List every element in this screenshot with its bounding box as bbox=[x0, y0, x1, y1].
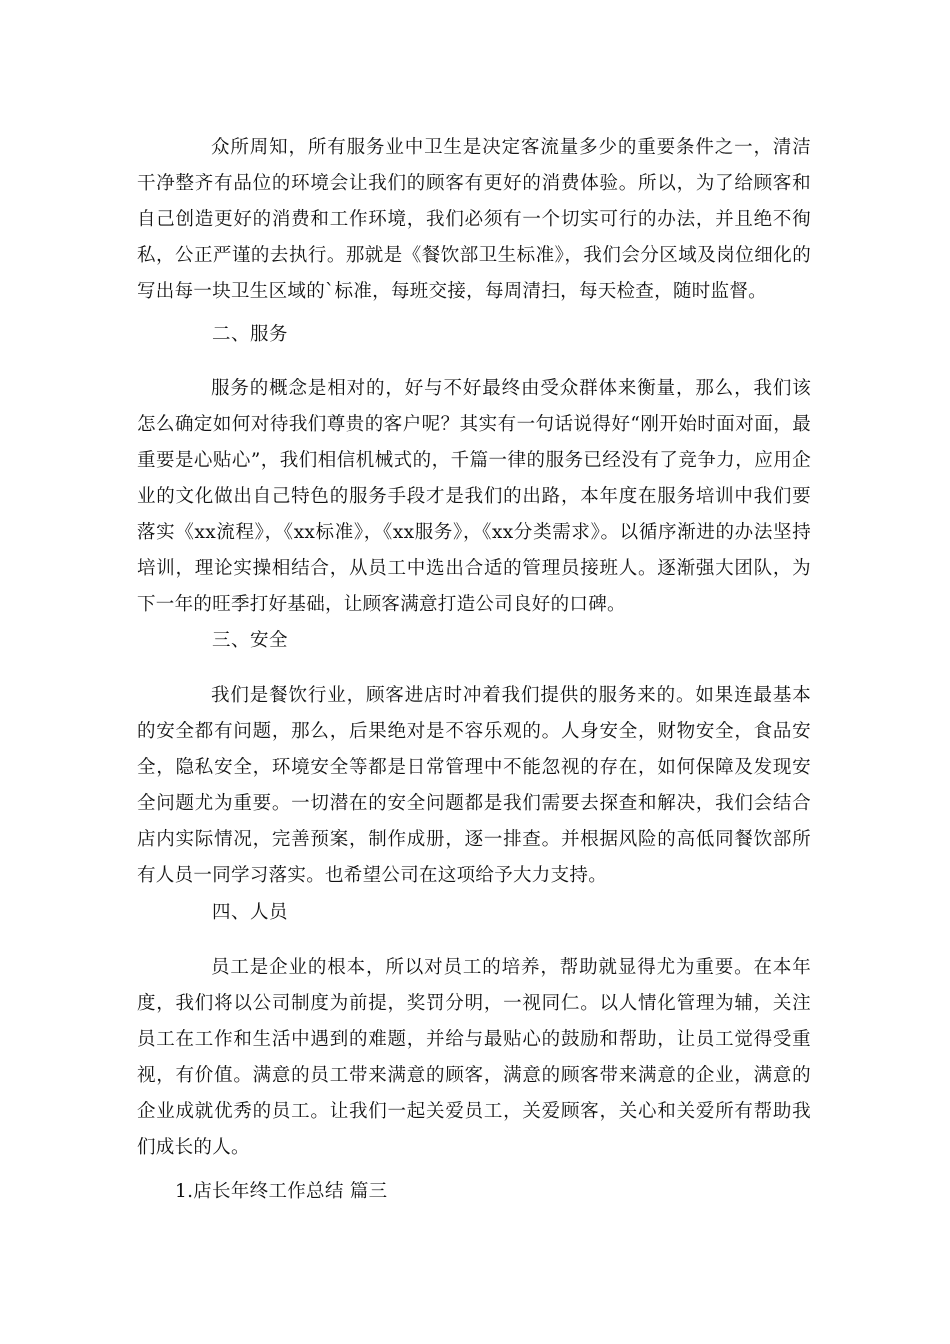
section-heading-staff: 四、人员 bbox=[212, 902, 289, 923]
paragraph-safety: 我们是餐饮行业，顾客进店时冲着我们提供的服务来的。如果连最基本的安全都有问题，那么，后果绝对是不容乐观的。人身安全，财物安全，食品安全，隐私安全，环境安全等都是日常管理中不能忽视的存在，如何保障及发现安全问题尤为重要。一切潜在的安全问题都是我们需要去探查和解决，我们会结合店内实际情况，完善预案，制作成册，逐一排查。并根据风险的高低同餐饮部所有人员一同学习落实。也希望公司在这项给予大力支持。 bbox=[137, 685, 811, 886]
paragraph-service: 服务的概念是相对的，好与不好最终由受众群体来衡量，那么，我们该怎么确定如何对待我们尊贵的客户呢？其实有一句话说得好“刚开始时面对面，最重要是心贴心”，我们相信机械式的，千篇一律的服务已经没有了竞争力，应用企业的文化做出自己特色的服务手段才是我们的出路，本年度在服务培训中我们要落实《xx流程》，《xx标准》，《xx服务》，《xx分类需求》。以循序渐进的办法坚持培训，理论实操相结合，从员工中选出合适的管理员接班人。逐渐强大团队，为下一年的旺季打好基础，让顾客满意打造公司良好的口碑。 bbox=[137, 378, 811, 615]
paragraph-hygiene: 众所周知，所有服务业中卫生是决定客流量多少的重要条件之一，清洁干净整齐有品位的环境会让我们的顾客有更好的消费体验。所以，为了给顾客和自己创造更好的消费和工作环境，我们必须有一个切实可行的办法，并且绝不徇私，公正严谨的去执行。那就是《餐饮部卫生标准》，我们会分区域及岗位细化的写出每一块卫生区域的`标准，每班交接，每周清扫，每天检查，随时监督。 bbox=[137, 137, 811, 302]
section-heading-service: 二、服务 bbox=[212, 324, 289, 345]
section-heading-safety: 三、安全 bbox=[212, 630, 289, 651]
paragraph-staff: 员工是企业的根本，所以对员工的培养，帮助就显得尤为重要。在本年度，我们将以公司制度为前提，奖罚分明，一视同仁。以人情化管理为辅，关注员工在工作和生活中遇到的难题，并给与最贴心的鼓励和帮助，让员工觉得受重视，有价值。满意的员工带来满意的顾客，满意的顾客带来满意的企业，满意的企业成就优秀的员工。让我们一起关爱员工，关爱顾客，关心和关爱所有帮助我们成长的人。 bbox=[137, 957, 811, 1158]
list-item-summary: 1.店长年终工作总结 篇三 bbox=[175, 1181, 388, 1202]
